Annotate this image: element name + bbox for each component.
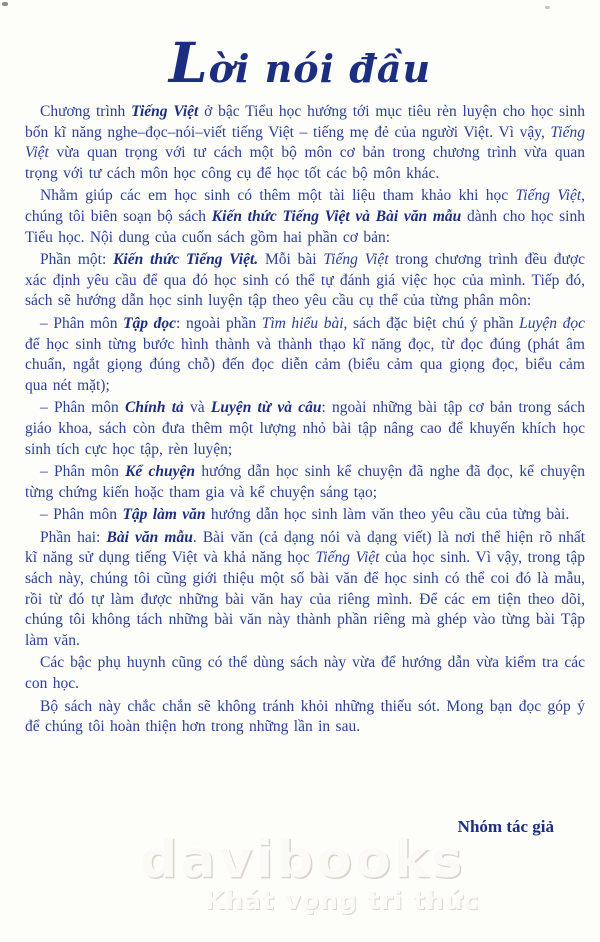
- text-segment: trong chương trình đều được xác định yêu cầu để qua đó học sinh có thể tự đánh giá việc học của mình. Tiếp đó, sách sẽ hướng dẫn học sinh luyện tập theo yêu cầu cụ thể của từng phân môn:: [25, 251, 586, 310]
- paragraph: [25, 528, 585, 652]
- text-segment: Mỗi bài: [258, 251, 324, 269]
- paragraph: [25, 697, 585, 738]
- watermark-brand-text: davibooks: [140, 830, 466, 890]
- watermark-tagline-text: Khát vọng tri thức: [205, 886, 480, 915]
- text-segment: Tiếng Việt: [323, 251, 389, 269]
- text-segment: Phần hai:: [40, 528, 107, 546]
- text-segment: . Bài văn (cả dạng nói và dạng viết) là nơi thể hiện rõ nhất kĩ năng sử dụng tiếng Việt và khả năng học: [25, 528, 585, 567]
- text-segment: Bộ sách này chắc chắn sẽ không tránh khỏi những thiếu sót. Mong bạn đọc góp ý để chúng tôi hoàn thiện hơn trong những lần in sau.: [25, 697, 585, 736]
- paragraph: [25, 462, 585, 503]
- text-segment: Kiến thức Tiếng Việt.: [113, 251, 259, 269]
- paragraph: [25, 250, 585, 312]
- text-segment: hướng dẫn học sinh làm văn theo yêu cầu của từng bài.: [205, 506, 570, 524]
- paragraph: [25, 186, 585, 248]
- text-segment: ở bậc Tiểu học hướng tới mục tiêu rèn luyện cho học sinh bốn kĩ năng nghe–đọc–nói–viết tiếng Việt – tiếng mẹ đẻ của người Việt. Vì vậy,: [25, 103, 585, 141]
- text-segment: – Phân môn: [40, 463, 126, 481]
- text-segment: của học sinh. Vì vậy, trong tập sách này, chúng tôi cũng giới thiệu một số bài văn để học sinh có thể coi đó là mẫu, rồi từ đó tự làm được những bài văn hay của riêng mình. Để các em tiện theo dõi, chúng tôi không tách những bài văn này thành phần riêng mà ghép vào từng bài Tập làm văn.: [25, 549, 585, 649]
- text-segment: Chính tả: [124, 399, 184, 417]
- paragraph: [25, 398, 585, 460]
- text-segment: – Phân môn: [40, 399, 125, 417]
- scan-artifact-speck: [545, 6, 550, 9]
- text-segment: Kiến thức Tiếng Việt và Bài văn mẫu: [211, 207, 462, 225]
- text-segment: hướng dẫn học sinh kể chuyện đã nghe đã đọc, kể chuyện từng chứng kiến hoặc tham gia và kể chuyện sáng tạo;: [25, 463, 585, 501]
- text-segment: và: [183, 399, 211, 417]
- text-segment: để học sinh từng bước hình thành và thành thạo kĩ năng đọc, từ đọc đúng (phát âm chuẩn, ngắt giọng đúng chỗ) đến đọc diễn cảm (biểu cảm qua giọng đọc, biểu cảm qua nét mặt);: [25, 335, 585, 394]
- text-segment: – Phân môn: [40, 506, 123, 524]
- text-segment: Phần một:: [40, 251, 114, 269]
- text-segment: Tiếng Việt: [315, 549, 380, 567]
- text-segment: Tiếng Việt: [515, 187, 582, 205]
- text-segment: Tập đọc: [123, 314, 177, 332]
- paragraph: [25, 314, 585, 396]
- text-segment: : ngoài những bài tập cơ bản trong sách giáo khoa, sách còn đưa thêm một lượng nhỏ bài tập nâng cao để khuyến khích học sinh tích cực học tập, rèn luyện;: [25, 399, 586, 458]
- text-segment: Luyện đọc: [519, 314, 585, 332]
- text-segment: , sách đặc biệt chú ý phần: [343, 314, 520, 332]
- paragraph: [25, 653, 585, 694]
- paragraph: [25, 505, 585, 526]
- text-segment: Luyện từ và câu: [210, 399, 322, 417]
- text-segment: Tiếng Việt: [131, 103, 199, 120]
- page-title: Lời nói đầu: [168, 30, 432, 95]
- text-segment: Các bậc phụ huynh cũng có thể dùng sách này vừa để hướng dẫn vừa kiểm tra các con học.: [25, 654, 585, 693]
- text-segment: vừa quan trọng với tư cách một bộ môn cơ bản trong chương trình vừa quan trọng với tư cách môn học công cụ để học tốt các bộ môn khác.: [25, 144, 585, 182]
- paragraph: [25, 102, 585, 184]
- text-segment: Tiếng Việt: [25, 123, 585, 162]
- text-segment: Bài văn mẫu: [106, 528, 193, 546]
- text-segment: Tập làm văn: [122, 506, 206, 524]
- text-segment: : ngoài phần: [176, 314, 262, 332]
- scan-artifact-speck: [2, 2, 8, 6]
- text-segment: Nhằm giúp các em học sinh có thêm một tài liệu tham khảo khi học: [40, 187, 516, 205]
- text-segment: dành cho học sinh Tiểu học. Nội dung của cuốn sách gồm hai phần cơ bản:: [25, 207, 585, 246]
- preface-body: [25, 102, 585, 740]
- text-segment: Kể chuyện: [125, 463, 196, 481]
- text-segment: Chương trình: [40, 103, 132, 120]
- text-segment: – Phân môn: [40, 314, 124, 332]
- author-signature: Nhóm tác giả: [457, 817, 554, 836]
- text-segment: Tìm hiểu bài: [261, 314, 344, 332]
- text-segment: , chúng tôi biên soạn bộ sách: [25, 187, 586, 225]
